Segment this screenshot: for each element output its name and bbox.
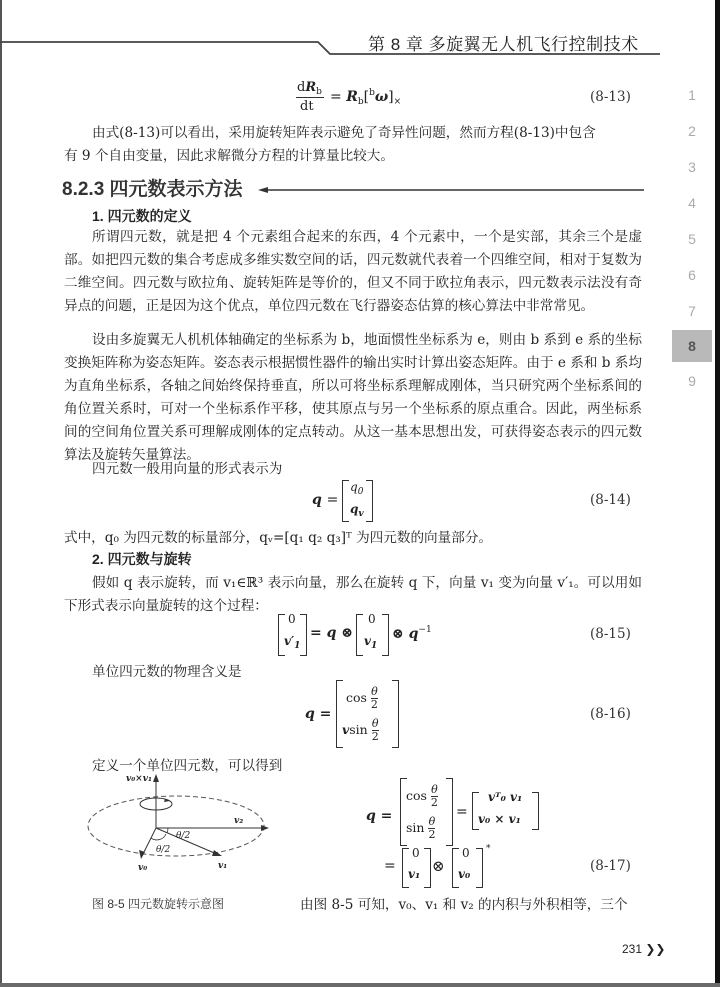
section-arrow-icon: [258, 186, 644, 194]
eq-8-15-bottom-right: $v_1$: [364, 634, 378, 651]
right-bracket: [382, 614, 389, 656]
right-bracket: [476, 848, 483, 888]
chapter-tab-2[interactable]: 2: [688, 123, 696, 139]
page-number: 231 ❯❯: [622, 942, 666, 956]
paragraph-1-line-1: 由式(8-13)可以看出，采用旋转矩阵表示避免了奇异性问题，然而方程(8-13)中包含: [92, 125, 596, 141]
eq-8-17-l2-left-top: 0: [412, 846, 420, 860]
eq-number-8-15: (8-15): [590, 626, 631, 642]
label-v0: v₀: [138, 863, 148, 873]
paragraph-6: 假如 q 表示旋转，而 v₁∈ℝ³ 表示向量，那么在旋转 q 下，向量 v₁ 变为向量 v′₁。可以用如下形式表示向量旋转的这个过程：: [64, 575, 642, 614]
chapter-tab-9[interactable]: 9: [688, 373, 696, 389]
chapter-title: 第 8 章 多旋翼无人机飞行控制技术: [368, 35, 639, 54]
label-axis: v₀×v₁: [126, 774, 152, 784]
figure-caption: 图 8-5 四元数旋转示意图: [92, 897, 225, 911]
eq-8-17-m1-bottom: $\sin \frac{\theta}{2}$: [406, 815, 436, 841]
left-bracket: [342, 480, 349, 522]
eq-8-15-bottom-left: $v'_1$: [284, 634, 301, 651]
eq-8-15-middle: = q ⊗: [310, 625, 353, 641]
chapter-tab-4[interactable]: 4: [688, 195, 696, 211]
chapter-tab-5[interactable]: 5: [688, 231, 696, 247]
eq-8-14-bottom: $q_v$: [350, 502, 364, 519]
label-v1: v₁: [218, 861, 228, 871]
eq-8-13-rhs: = $R_b[^b\omega]_\times$: [330, 88, 402, 107]
right-bracket: [446, 778, 453, 846]
axis-arrowhead: [153, 774, 159, 782]
subsection-2-heading: 2. 四元数与旋转: [92, 551, 192, 567]
chapter-tab-8-active[interactable]: 8: [672, 330, 712, 362]
eq-8-17-m1-top: $\cos \frac{\theta}{2}$: [406, 783, 438, 809]
eq-8-17-lhs: q =: [366, 808, 393, 824]
paragraph-1-line-2: 有 9 个自由变量，因此求解微分方程的计算量比较大。: [64, 148, 394, 164]
right-bracket: [366, 480, 373, 522]
fraction-bar: [296, 97, 324, 98]
eq-8-14-top: $q_0$: [350, 480, 364, 497]
page-right-edge: [715, 0, 720, 987]
paragraph-4: 四元数一般用向量的形式表示为: [92, 461, 283, 477]
eq-8-15-top-right: 0: [368, 612, 376, 626]
label-angle-b: θ/2: [156, 845, 171, 855]
eq-8-13-numerator: $dR_b$: [297, 80, 322, 97]
chapter-tab-6[interactable]: 6: [688, 267, 696, 283]
eq-number-8-17: (8-17): [590, 858, 631, 874]
eq-number-8-16: (8-16): [590, 706, 631, 722]
eq-8-17-l2-left-bottom: v₁: [408, 867, 421, 881]
subsection-1-heading: 1. 四元数的定义: [92, 208, 192, 224]
eq-8-17-m2-bottom: v₀ × v₁: [478, 812, 521, 826]
eq-8-17-conjugate: *: [486, 844, 491, 854]
paragraph-2: 所谓四元数，就是把 4 个元素组合起来的东西，4 个元素中，一个是实部，其余三个是虚部。如把四元数的集合考虑成多维实数空间的话，四元数就代表着一个四维空间，相对于复数为二维空间。四元数与欧拉角、旋转矩阵是等价的，但又不同于欧拉角表示，四元数表示法没有奇异点的问题，正是因为这个优点，单位四元数在飞行器姿态估算的核心算法中非常常见。: [64, 229, 642, 314]
paragraph-8: 定义一个单位四元数，可以得到: [92, 758, 283, 774]
eq-8-17-l2-right-bottom: v₀: [458, 867, 471, 881]
right-bracket: [424, 848, 431, 888]
eq-8-16-top: $\cos \frac{\theta}{2}$: [346, 685, 378, 711]
eq-8-15-top-left: 0: [288, 612, 296, 626]
page-left-edge: [0, 0, 2, 987]
left-bracket: [356, 614, 363, 656]
paragraph-9: 由图 8-5 可知，v₀、v₁ 和 v₂ 的内积与外积相等，三个: [300, 897, 628, 913]
chapter-tab-7[interactable]: 7: [688, 303, 696, 319]
right-bracket: [300, 614, 307, 656]
eq-8-14-lhs: q =: [312, 492, 339, 508]
paragraph-5: 式中，q₀ 为四元数的标量部分，qᵥ=[q₁ q₂ q₃]ᵀ 为四元数的向量部分。: [64, 530, 493, 546]
chapter-tab-1[interactable]: 1: [688, 87, 696, 103]
eq-number-8-13: (8-13): [590, 89, 631, 105]
paragraph-7: 单位四元数的物理含义是: [92, 664, 242, 680]
eq-number-8-14: (8-14): [590, 492, 631, 508]
section-heading: 8.2.3 四元数表示方法: [62, 179, 243, 200]
rotation-plane-ellipse: [88, 796, 264, 856]
paragraph-3: 设由多旋翼无人机机体轴确定的坐标系为 b，地面惯性坐标系为 e，则由 b 系到 e 系的坐标变换矩阵称为姿态矩阵。姿态表示根据惯性器件的输出实时计算出姿态矩阵。由于 e 系和 b 系均为直角坐标系，各轴之间始终保持垂直，所以可将坐标系理解成刚体，当只研究两个坐标系间的角位置关系时，可对一个坐标系作平移，使其原点与另一个坐标系的原点重合。因此，两坐标系间的空间角位置关系可理解成刚体的定点转动。从这一基本思想出发，可获得姿态表示的四元数算法及旋转矢量算法。: [64, 332, 642, 463]
eq-8-17-m2-top: vᵀ₀ v₁: [488, 790, 523, 804]
eq-8-15-tail: ⊗ $q^{-1}$: [392, 625, 432, 642]
chapter-tab-3[interactable]: 3: [688, 159, 696, 175]
label-v2: v₂: [234, 816, 244, 826]
figure-8-5-diagram: [76, 770, 286, 890]
eq-8-13-denominator: dt: [300, 99, 314, 114]
eq-8-16-lhs: q =: [305, 706, 332, 722]
eq-8-17-l2-right-top: 0: [462, 846, 470, 860]
right-bracket: [392, 680, 399, 748]
eq-8-16-bottom: vsin $\frac{\theta}{2}$: [342, 717, 379, 743]
page-bottom-edge: [0, 983, 720, 987]
right-bracket: [532, 792, 539, 830]
label-angle-a: θ/2: [176, 831, 191, 841]
